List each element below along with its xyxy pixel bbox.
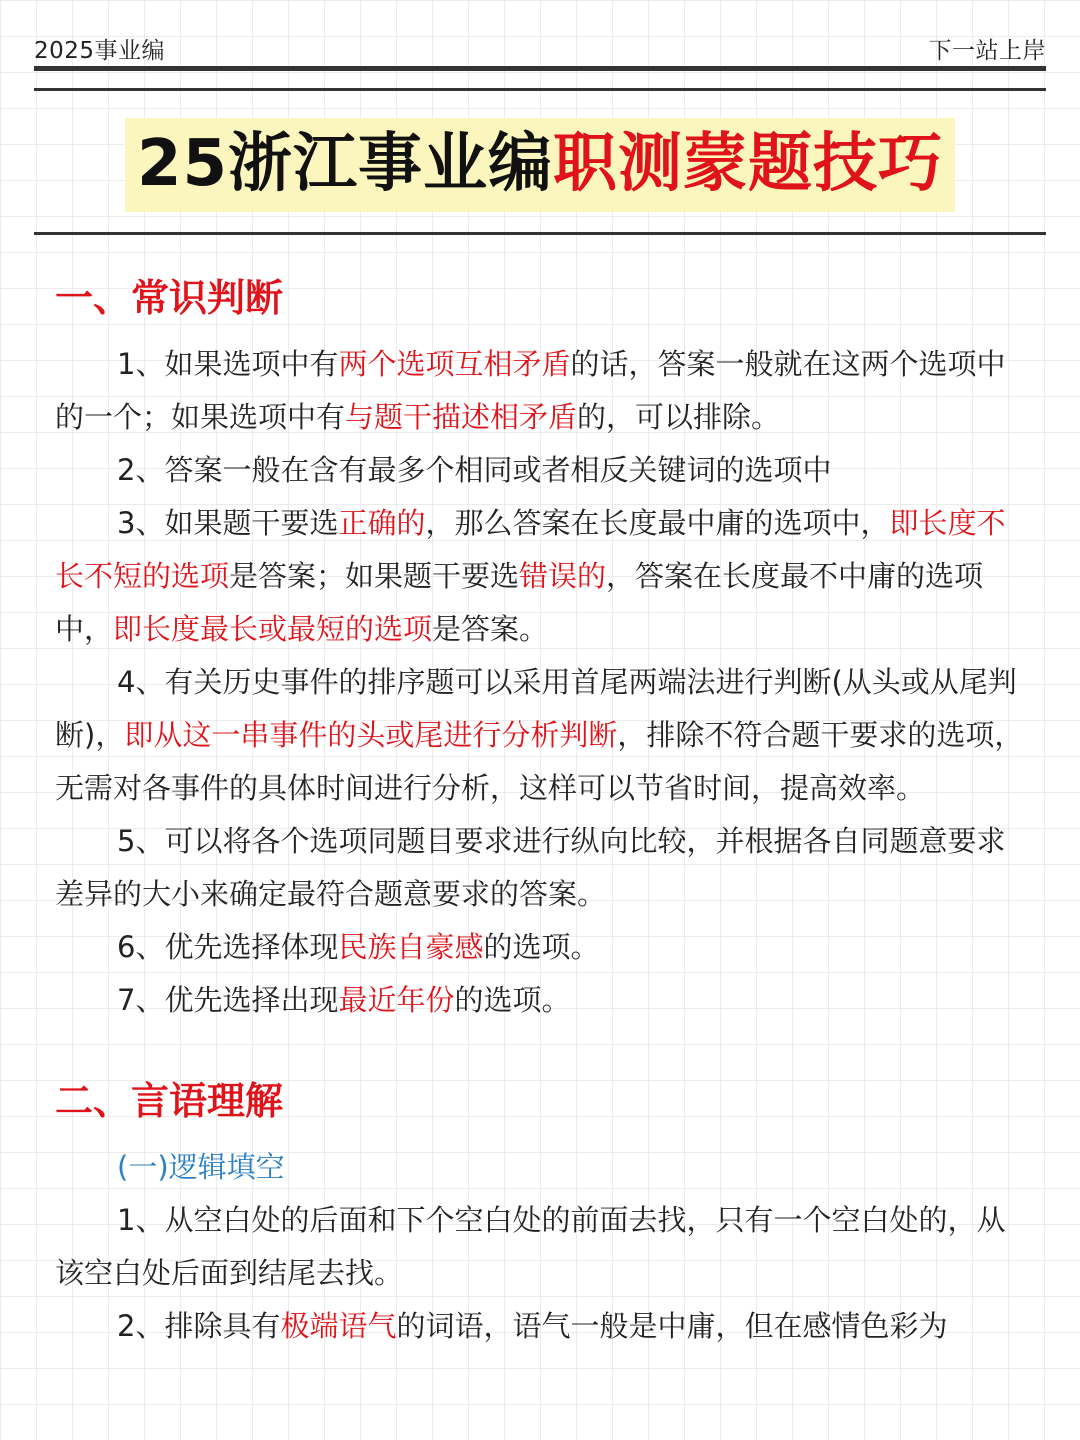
highlight-text: 极端语气 bbox=[280, 1309, 397, 1343]
tip-item bbox=[55, 974, 1025, 1027]
text-run: 3、如果题干要选 bbox=[117, 506, 339, 540]
tip-item bbox=[55, 444, 1025, 497]
text-run: 7、优先选择出现 bbox=[117, 983, 339, 1017]
text-run: 6、优先选择体现 bbox=[117, 930, 339, 964]
tip-item bbox=[55, 656, 1025, 815]
text-run: 2、答案一般在含有最多个相同或者相反关键词的选项中 bbox=[117, 453, 832, 487]
text-run: ，答案在长度最不中庸的选项中， bbox=[55, 559, 984, 646]
highlight-text: 两个选项互相矛盾 bbox=[338, 347, 571, 381]
tip-item bbox=[55, 815, 1025, 921]
highlight-text: 民族自豪感 bbox=[338, 930, 484, 964]
page-title bbox=[125, 118, 955, 212]
tip-item bbox=[55, 1194, 1025, 1300]
article-body bbox=[55, 270, 1025, 1353]
text-run: 的，可以排除。 bbox=[577, 400, 781, 434]
text-run: 的选项。 bbox=[483, 930, 600, 964]
header-divider-thick bbox=[34, 66, 1046, 71]
header-divider-thin bbox=[34, 88, 1046, 91]
text-run: 是答案。 bbox=[432, 612, 549, 646]
section-heading-common-sense: 一、常识判断 bbox=[55, 276, 284, 320]
text-run: ，排除不符合题干要求的选项，无需对各事件的具体时间进行分析，这样可以节省时间，提高效率。 bbox=[55, 718, 1024, 805]
tip-item bbox=[55, 1300, 1025, 1353]
top-bar bbox=[34, 30, 1046, 70]
highlight-text: 与题干描述相矛盾 bbox=[345, 400, 578, 434]
tip-item bbox=[55, 338, 1025, 444]
text-run: 1、从空白处的后面和下个空白处的前面去找，只有一个空白处的，从该空白处后面到结尾去找。 bbox=[55, 1203, 1006, 1290]
tip-item bbox=[55, 921, 1025, 974]
highlight-text: 最近年份 bbox=[338, 983, 455, 1017]
title-part2-highlight: 职测蒙题技巧 bbox=[553, 127, 944, 201]
highlight-text: 正确的 bbox=[338, 506, 426, 540]
text-run: 的词语，语气一般是中庸，但在感情色彩为 bbox=[396, 1309, 948, 1343]
highlight-text: 即长度最长或最短的选项 bbox=[113, 612, 433, 646]
title-part1: 25浙江事业编 bbox=[136, 127, 554, 201]
text-run: 5、可以将各个选项同题目要求进行纵向比较，并根据各自同题意要求差异的大小来确定最符合题意要求的答案。 bbox=[55, 824, 1006, 911]
tip-item bbox=[55, 497, 1025, 656]
text-run: 2、排除具有 bbox=[117, 1309, 281, 1343]
highlight-text: 错误的 bbox=[519, 559, 607, 593]
title-divider bbox=[34, 232, 1046, 235]
sub-heading-logic-fill: (一)逻辑填空 bbox=[117, 1150, 285, 1184]
text-run: 1、如果选项中有 bbox=[117, 347, 339, 381]
highlight-text: 即长度不长不短的选项 bbox=[55, 506, 1006, 593]
section-heading-verbal: 二、言语理解 bbox=[55, 1079, 284, 1123]
text-run: 的话，答案一般就在这两个选项中的一个；如果选项中有 bbox=[55, 347, 1006, 434]
text-run: 是答案；如果题干要选 bbox=[229, 559, 520, 593]
header-right-text: 下一站上岸 bbox=[928, 38, 1046, 64]
text-run: 的选项。 bbox=[454, 983, 571, 1017]
text-run: ，那么答案在长度最中庸的选项中， bbox=[425, 506, 890, 540]
highlight-text: 即从这一串事件的头或尾进行分析判断 bbox=[124, 718, 618, 752]
title-block bbox=[0, 118, 1080, 212]
text-run: 4、有关历史事件的排序题可以采用首尾两端法进行判断(从头或从尾判断)， bbox=[55, 665, 1017, 752]
header-left-text: 2025事业编 bbox=[34, 38, 166, 64]
